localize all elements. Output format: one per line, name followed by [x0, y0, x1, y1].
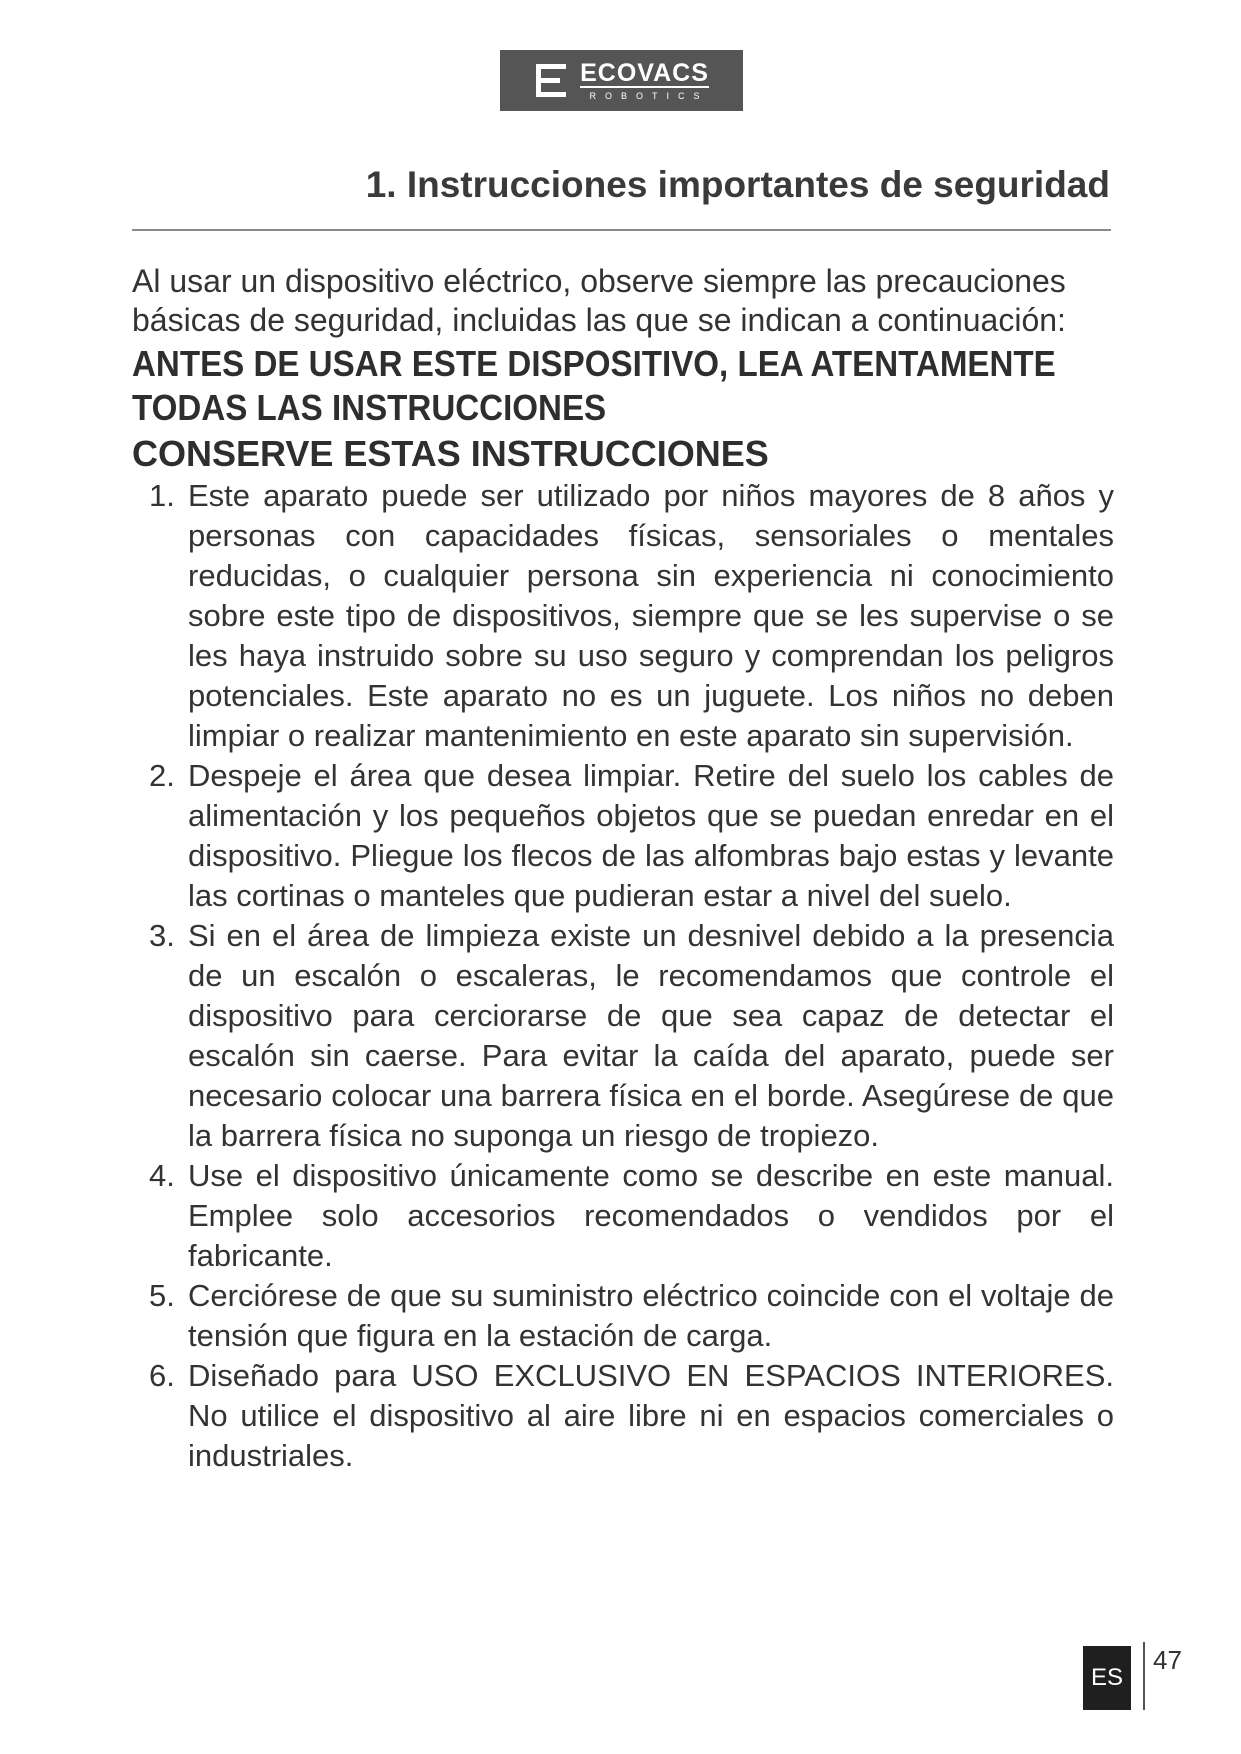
list-item — [132, 476, 1114, 756]
ecovacs-logo-icon — [534, 61, 570, 101]
page-content — [132, 262, 1114, 1476]
ecovacs-logo — [500, 50, 743, 111]
list-item-text: Use el dispositivo únicamente como se describe en este manual. Emplee solo accesorios recomendados o vendidos por el fabricante. — [188, 1158, 1114, 1273]
logo-text — [580, 60, 709, 102]
list-item — [132, 756, 1114, 916]
list-item-text: Despeje el área que desea limpiar. Retire del suelo los cables de alimentación y los pequeños objetos que se puedan enredar en el dispositivo. Pliegue los flecos de las alfombras bajo estas y levante las cortinas o manteles que pudieran estar a nivel del suelo. — [188, 758, 1114, 913]
list-item-number: 6. — [149, 1358, 175, 1393]
footer-divider — [1143, 1642, 1145, 1710]
intro-paragraph: Al usar un dispositivo eléctrico, observe siempre las precauciones básicas de seguridad, incluidas las que se indican a continuación: — [132, 263, 1066, 338]
list-item-number: 3. — [149, 918, 175, 953]
list-item-number: 2. — [149, 758, 175, 793]
list-item-text: Este aparato puede ser utilizado por niños mayores de 8 años y personas con capacidades físicas, sensoriales o mentales reducidas, o cualquier persona sin experiencia ni conocimiento sobre este tipo de dispositivos, siempre que se les supervise o se les haya instruido sobre su uso seguro y comprendan los peligros potenciales. Este aparato no es un juguete. Los niños no deben limpiar o realizar mantenimiento en este aparato sin supervisión. — [188, 478, 1114, 753]
list-item — [132, 1356, 1114, 1476]
keep-instructions-heading: CONSERVE ESTAS INSTRUCCIONES — [132, 433, 769, 474]
logo-subtitle: ROBOTICS — [589, 90, 709, 101]
language-badge: ES — [1083, 1646, 1131, 1710]
list-item-text: Diseñado para USO EXCLUSIVO EN ESPACIOS INTERIORES. No utilice el dispositivo al aire libre ni en espacios comerciales o industriales. — [188, 1358, 1114, 1473]
list-item — [132, 1156, 1114, 1276]
list-item-number: 5. — [149, 1278, 175, 1313]
list-item — [132, 1276, 1114, 1356]
list-item-number: 4. — [149, 1158, 175, 1193]
title-divider — [132, 229, 1111, 231]
safety-list — [132, 476, 1114, 1476]
warning-heading: ANTES DE USAR ESTE DISPOSITIVO, LEA ATENTAMENTE TODAS LAS INSTRUCCIONES — [132, 343, 1056, 428]
section-title: 1. Instrucciones importantes de seguridad — [365, 164, 1110, 205]
logo-brand: ECOVACS — [580, 58, 709, 87]
list-item — [132, 916, 1114, 1156]
list-item-text: Si en el área de limpieza existe un desnivel debido a la presencia de un escalón o escaleras, le recomendamos que controle el dispositivo para cerciorarse de que sea capaz de detectar el escalón sin caerse. Para evitar la caída del aparato, puede ser necesario colocar una barrera física en el borde. Asegúrese de que la barrera física no suponga un riesgo de tropiezo. — [188, 918, 1114, 1153]
list-item-text: Cerciórese de que su suministro eléctrico coincide con el voltaje de tensión que figura en la estación de carga. — [188, 1278, 1114, 1353]
list-item-number: 1. — [149, 478, 175, 513]
page-number: 47 — [1153, 1645, 1182, 1675]
